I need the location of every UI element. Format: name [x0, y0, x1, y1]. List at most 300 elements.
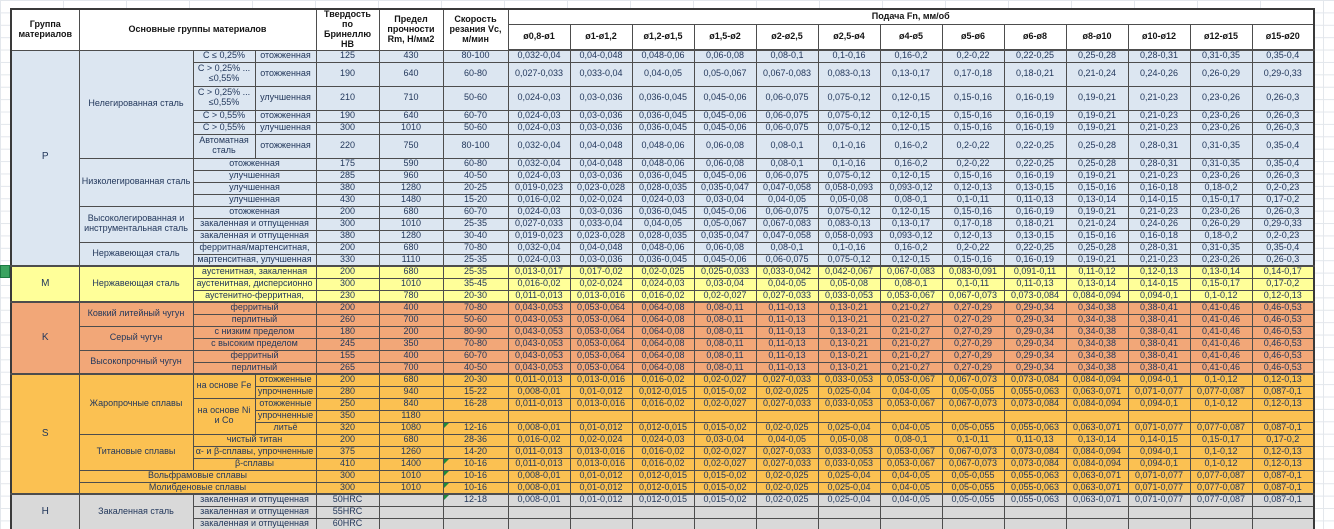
feed-value-cell[interactable]: 0,036-0,045	[632, 110, 694, 122]
feed-value-cell[interactable]: 0,075-0,12	[818, 170, 880, 182]
feed-value-cell[interactable]: 0,055-0,063	[1004, 482, 1066, 494]
feed-value-cell[interactable]	[1066, 518, 1128, 529]
feed-value-cell[interactable]: 0,016-0,02	[508, 194, 570, 206]
feed-value-cell[interactable]: 0,34-0,38	[1066, 362, 1128, 374]
feed-value-cell[interactable]: 0,027-0,033	[756, 374, 818, 386]
feed-value-cell[interactable]: 0,075-0,12	[818, 110, 880, 122]
feed-value-cell[interactable]: 0,015-0,02	[694, 482, 756, 494]
feed-value-cell[interactable]: 0,064-0,08	[632, 338, 694, 350]
feed-value-cell[interactable]: 0,08-0,11	[694, 338, 756, 350]
feed-value-cell[interactable]: 0,19-0,21	[1066, 206, 1128, 218]
feed-value-cell[interactable]: 0,055-0,063	[1004, 494, 1066, 506]
table-cell[interactable]: Молибденовые сплавы	[79, 482, 316, 494]
feed-value-cell[interactable]: 0,21-0,27	[880, 350, 942, 362]
feed-value-cell[interactable]: 0,067-0,083	[756, 218, 818, 230]
feed-value-cell[interactable]: 0,043-0,053	[508, 326, 570, 338]
feed-value-cell[interactable]: 0,063-0,071	[1066, 482, 1128, 494]
feed-value-cell[interactable]: 0,13-0,14	[1066, 194, 1128, 206]
feed-value-cell[interactable]: 0,067-0,073	[942, 446, 1004, 458]
feed-value-cell[interactable]: 0,02-0,027	[694, 290, 756, 302]
feed-value-cell[interactable]: 0,05-0,08	[818, 278, 880, 290]
feed-value-cell[interactable]: 0,05-0,055	[942, 386, 1004, 398]
feed-value-cell[interactable]: 0,02-0,024	[570, 434, 632, 446]
feed-value-cell[interactable]: 0,019-0,023	[508, 182, 570, 194]
header-feed-title[interactable]: Подача Fn, мм/об	[508, 9, 1314, 24]
feed-value-cell[interactable]: 0,053-0,067	[880, 374, 942, 386]
table-cell[interactable]: 55HRC	[316, 506, 379, 518]
feed-value-cell[interactable]: 0,15-0,16	[942, 122, 1004, 134]
feed-value-cell[interactable]	[756, 518, 818, 529]
feed-value-cell[interactable]: 0,13-0,21	[818, 350, 880, 362]
feed-value-cell[interactable]: 0,15-0,17	[1190, 194, 1252, 206]
feed-value-cell[interactable]: 0,084-0,094	[1066, 458, 1128, 470]
feed-value-cell[interactable]: 0,028-0,035	[632, 182, 694, 194]
table-cell[interactable]: 300	[316, 482, 379, 494]
table-cell[interactable]: 640	[379, 62, 443, 86]
header-cutting-speed[interactable]: Скорость резания Vc, м/мин	[443, 9, 508, 50]
feed-value-cell[interactable]: 0,08-0,11	[694, 362, 756, 374]
feed-value-cell[interactable]: 0,34-0,38	[1066, 314, 1128, 326]
table-cell[interactable]: 155	[316, 350, 379, 362]
feed-value-cell[interactable]: 0,064-0,08	[632, 362, 694, 374]
feed-value-cell[interactable]: 0,04-0,05	[880, 482, 942, 494]
feed-value-cell[interactable]: 0,02-0,024	[570, 278, 632, 290]
feed-value-cell[interactable]: 0,11-0,13	[756, 314, 818, 326]
feed-value-cell[interactable]: 0,019-0,023	[508, 230, 570, 242]
table-cell[interactable]	[379, 494, 443, 506]
feed-value-cell[interactable]: 0,02-0,025	[756, 494, 818, 506]
feed-value-cell[interactable]: 0,091-0,11	[1004, 266, 1066, 278]
feed-value-cell[interactable]: 0,013-0,016	[570, 374, 632, 386]
table-cell[interactable]: 300	[316, 470, 379, 482]
feed-value-cell[interactable]: 0,12-0,13	[1252, 458, 1314, 470]
feed-value-cell[interactable]: 0,21-0,23	[1128, 170, 1190, 182]
table-cell[interactable]: 25-35	[443, 254, 508, 266]
table-cell[interactable]: 200	[316, 374, 379, 386]
feed-value-cell[interactable]: 0,071-0,077	[1128, 386, 1190, 398]
feed-value-cell[interactable]: 0,1-0,12	[1190, 446, 1252, 458]
feed-value-cell[interactable]: 0,26-0,3	[1252, 206, 1314, 218]
feed-value-cell[interactable]: 0,13-0,21	[818, 302, 880, 314]
feed-value-cell[interactable]: 0,02-0,025	[756, 422, 818, 434]
feed-value-cell[interactable]: 0,1-0,16	[818, 134, 880, 158]
material-group-letter-cell[interactable]: K	[11, 302, 79, 374]
feed-value-cell[interactable]: 0,06-0,075	[756, 86, 818, 110]
table-cell[interactable]: 210	[316, 86, 379, 110]
feed-value-cell[interactable]: 0,03-0,04	[694, 194, 756, 206]
table-cell[interactable]: 80-100	[443, 50, 508, 62]
feed-value-cell[interactable]: 0,033-0,042	[756, 266, 818, 278]
feed-value-cell[interactable]: 0,41-0,46	[1190, 302, 1252, 314]
feed-value-cell[interactable]: 0,2-0,22	[942, 134, 1004, 158]
table-cell[interactable]: 380	[316, 230, 379, 242]
table-cell[interactable]: отожженная	[255, 50, 316, 62]
feed-value-cell[interactable]: 0,12-0,15	[880, 170, 942, 182]
table-cell[interactable]: аустенитная, дисперсионно	[193, 278, 316, 290]
feed-value-cell[interactable]: 0,11-0,13	[1004, 194, 1066, 206]
table-cell[interactable]: C > 0,25% ... ≤0,55%	[193, 86, 255, 110]
feed-value-cell[interactable]: 0,12-0,13	[1252, 446, 1314, 458]
feed-value-cell[interactable]: 0,036-0,045	[632, 122, 694, 134]
table-cell[interactable]: 960	[379, 170, 443, 182]
feed-value-cell[interactable]: 0,053-0,064	[570, 326, 632, 338]
feed-value-cell[interactable]	[1066, 410, 1128, 422]
feed-value-cell[interactable]: 0,036-0,045	[632, 206, 694, 218]
table-cell[interactable]: 330	[316, 254, 379, 266]
feed-value-cell[interactable]: 0,02-0,025	[756, 470, 818, 482]
feed-value-cell[interactable]: 0,15-0,16	[942, 170, 1004, 182]
feed-value-cell[interactable]: 0,15-0,16	[942, 206, 1004, 218]
feed-value-cell[interactable]: 0,027-0,033	[756, 458, 818, 470]
feed-value-cell[interactable]: 0,032-0,04	[508, 50, 570, 62]
feed-value-cell[interactable]: 0,03-0,036	[570, 170, 632, 182]
feed-value-cell[interactable]: 0,023-0,028	[570, 230, 632, 242]
feed-value-cell[interactable]: 0,083-0,13	[818, 218, 880, 230]
feed-value-cell[interactable]: 0,03-0,04	[694, 278, 756, 290]
feed-value-cell[interactable]: 0,1-0,11	[942, 278, 1004, 290]
table-cell[interactable]: Жаропрочные сплавы	[79, 374, 193, 434]
feed-value-cell[interactable]: 0,19-0,21	[1066, 254, 1128, 266]
feed-value-cell[interactable]: 0,012-0,015	[632, 470, 694, 482]
material-group-letter-cell[interactable]: M	[11, 266, 79, 302]
feed-value-cell[interactable]: 0,025-0,033	[694, 266, 756, 278]
table-cell[interactable]: 80-90	[443, 326, 508, 338]
feed-value-cell[interactable]: 0,27-0,29	[942, 350, 1004, 362]
feed-value-cell[interactable]: 0,08-0,1	[756, 134, 818, 158]
feed-value-cell[interactable]	[508, 410, 570, 422]
table-cell[interactable]: C ≤ 0,25%	[193, 50, 255, 62]
table-cell[interactable]: Ковкий литейный чугун	[79, 302, 193, 326]
table-cell[interactable]: 180	[316, 326, 379, 338]
feed-value-cell[interactable]	[942, 410, 1004, 422]
selected-cell-indicator[interactable]	[0, 265, 10, 278]
feed-value-cell[interactable]: 0,015-0,02	[694, 470, 756, 482]
table-cell[interactable]: Нержавеющая сталь	[79, 266, 193, 302]
feed-value-cell[interactable]: 0,1-0,12	[1190, 290, 1252, 302]
feed-value-cell[interactable]: 0,036-0,045	[632, 170, 694, 182]
table-cell[interactable]: отожженные	[255, 398, 316, 410]
feed-value-cell[interactable]: 0,071-0,077	[1128, 422, 1190, 434]
table-cell[interactable]: Высокопрочный чугун	[79, 350, 193, 374]
feed-value-cell[interactable]: 0,13-0,14	[1066, 434, 1128, 446]
feed-value-cell[interactable]: 0,06-0,08	[694, 242, 756, 254]
feed-value-cell[interactable]: 0,027-0,033	[756, 398, 818, 410]
table-cell[interactable]: 940	[379, 386, 443, 398]
feed-value-cell[interactable]: 0,11-0,13	[756, 326, 818, 338]
feed-value-cell[interactable]: 0,053-0,064	[570, 362, 632, 374]
table-cell[interactable]: отожженная	[193, 158, 316, 170]
feed-value-cell[interactable]: 0,011-0,013	[508, 398, 570, 410]
feed-value-cell[interactable]: 0,19-0,21	[1066, 170, 1128, 182]
table-cell[interactable]: 375	[316, 446, 379, 458]
feed-value-cell[interactable]: 0,21-0,24	[1066, 218, 1128, 230]
feed-value-cell[interactable]: 0,46-0,53	[1252, 350, 1314, 362]
feed-value-cell[interactable]	[942, 518, 1004, 529]
feed-value-cell[interactable]	[1190, 410, 1252, 422]
feed-value-cell[interactable]: 0,033-0,053	[818, 446, 880, 458]
table-cell[interactable]: C > 0,55%	[193, 110, 255, 122]
table-cell[interactable]: закаленная и отпущенная	[193, 506, 316, 518]
feed-value-cell[interactable]: 0,064-0,08	[632, 302, 694, 314]
feed-value-cell[interactable]: 0,08-0,11	[694, 326, 756, 338]
feed-value-cell[interactable]	[694, 506, 756, 518]
feed-value-cell[interactable]: 0,084-0,094	[1066, 446, 1128, 458]
feed-value-cell[interactable]: 0,045-0,06	[694, 254, 756, 266]
feed-value-cell[interactable]: 0,033-0,053	[818, 398, 880, 410]
feed-value-cell[interactable]: 0,23-0,26	[1190, 170, 1252, 182]
feed-value-cell[interactable]: 0,083-0,13	[818, 62, 880, 86]
table-cell[interactable]: 245	[316, 338, 379, 350]
feed-value-cell[interactable]: 0,067-0,083	[880, 266, 942, 278]
table-cell[interactable]: 28-36	[443, 434, 508, 446]
feed-diameter-header[interactable]: ø12-ø15	[1190, 24, 1252, 50]
table-cell[interactable]: 10-16	[443, 458, 508, 470]
feed-value-cell[interactable]: 0,023-0,028	[570, 182, 632, 194]
table-cell[interactable]: Высоколегированная и инструментальная сталь	[79, 206, 193, 242]
feed-value-cell[interactable]: 0,34-0,38	[1066, 326, 1128, 338]
feed-value-cell[interactable]	[694, 518, 756, 529]
feed-value-cell[interactable]: 0,46-0,53	[1252, 362, 1314, 374]
feed-value-cell[interactable]: 0,13-0,17	[880, 218, 942, 230]
table-cell[interactable]: 780	[379, 290, 443, 302]
feed-value-cell[interactable]: 0,2-0,22	[942, 50, 1004, 62]
table-cell[interactable]: 220	[316, 134, 379, 158]
table-cell[interactable]: мартенситная, улучшенная	[193, 254, 316, 266]
table-cell[interactable]: закаленная и отпущенная	[193, 230, 316, 242]
feed-value-cell[interactable]: 0,12-0,13	[942, 182, 1004, 194]
table-cell[interactable]: 680	[379, 374, 443, 386]
feed-value-cell[interactable]: 0,013-0,016	[570, 458, 632, 470]
feed-value-cell[interactable]: 0,29-0,34	[1004, 338, 1066, 350]
feed-value-cell[interactable]: 0,17-0,2	[1252, 278, 1314, 290]
feed-value-cell[interactable]: 0,12-0,13	[1252, 398, 1314, 410]
feed-value-cell[interactable]: 0,12-0,13	[1252, 374, 1314, 386]
feed-value-cell[interactable]: 0,41-0,46	[1190, 350, 1252, 362]
feed-value-cell[interactable]: 0,083-0,091	[942, 266, 1004, 278]
feed-value-cell[interactable]: 0,043-0,053	[508, 338, 570, 350]
feed-value-cell[interactable]	[880, 506, 942, 518]
feed-value-cell[interactable]: 0,075-0,12	[818, 122, 880, 134]
header-strength[interactable]: Предел прочности Rm, Н/мм2	[379, 9, 443, 50]
table-cell[interactable]: 200	[379, 326, 443, 338]
feed-value-cell[interactable]: 0,34-0,38	[1066, 338, 1128, 350]
table-cell[interactable]: 40-50	[443, 362, 508, 374]
feed-value-cell[interactable]: 0,38-0,41	[1128, 314, 1190, 326]
table-cell[interactable]: 1400	[379, 458, 443, 470]
feed-value-cell[interactable]: 0,21-0,23	[1128, 206, 1190, 218]
feed-value-cell[interactable]: 0,03-0,036	[570, 110, 632, 122]
feed-value-cell[interactable]: 0,28-0,31	[1128, 158, 1190, 170]
table-cell[interactable]: ферритный	[193, 302, 316, 314]
table-cell[interactable]: 1010	[379, 218, 443, 230]
feed-value-cell[interactable]: 0,016-0,02	[632, 290, 694, 302]
feed-value-cell[interactable]: 0,025-0,04	[818, 494, 880, 506]
feed-value-cell[interactable]: 0,055-0,063	[1004, 470, 1066, 482]
feed-value-cell[interactable]: 0,033-0,053	[818, 458, 880, 470]
feed-value-cell[interactable]: 0,22-0,25	[1004, 134, 1066, 158]
table-cell[interactable]: 250	[316, 398, 379, 410]
feed-value-cell[interactable]: 0,26-0,3	[1252, 122, 1314, 134]
feed-value-cell[interactable]: 0,15-0,17	[1190, 434, 1252, 446]
table-cell[interactable]: 60-80	[443, 62, 508, 86]
feed-value-cell[interactable]: 0,25-0,28	[1066, 50, 1128, 62]
feed-value-cell[interactable]: 0,027-0,033	[508, 218, 570, 230]
feed-value-cell[interactable]: 0,14-0,17	[1252, 266, 1314, 278]
feed-value-cell[interactable]: 0,41-0,46	[1190, 314, 1252, 326]
feed-value-cell[interactable]: 0,05-0,067	[694, 62, 756, 86]
feed-value-cell[interactable]: 0,01-0,012	[570, 494, 632, 506]
feed-value-cell[interactable]: 0,012-0,015	[632, 482, 694, 494]
table-cell[interactable]: 285	[316, 170, 379, 182]
feed-value-cell[interactable]: 0,41-0,46	[1190, 326, 1252, 338]
table-cell[interactable]: 1280	[379, 230, 443, 242]
feed-value-cell[interactable]: 0,29-0,33	[1252, 62, 1314, 86]
feed-value-cell[interactable]: 0,16-0,2	[880, 242, 942, 254]
feed-value-cell[interactable]: 0,094-0,1	[1128, 458, 1190, 470]
table-cell[interactable]: 60HRC	[316, 518, 379, 529]
feed-value-cell[interactable]: 0,11-0,13	[756, 350, 818, 362]
table-cell[interactable]: C > 0,25% ... ≤0,55%	[193, 62, 255, 86]
feed-value-cell[interactable]: 0,13-0,17	[880, 62, 942, 86]
feed-value-cell[interactable]: 0,12-0,15	[880, 206, 942, 218]
table-cell[interactable]: перлитный	[193, 362, 316, 374]
feed-value-cell[interactable]: 0,063-0,071	[1066, 470, 1128, 482]
feed-value-cell[interactable]: 0,075-0,12	[818, 206, 880, 218]
feed-value-cell[interactable]: 0,14-0,15	[1128, 194, 1190, 206]
table-cell[interactable]: 430	[316, 194, 379, 206]
feed-diameter-header[interactable]: ø15-ø20	[1252, 24, 1314, 50]
table-cell[interactable]: аустенитно-ферритная,	[193, 290, 316, 302]
table-cell[interactable]: отожженная	[255, 62, 316, 86]
table-cell[interactable]: C > 0,55%	[193, 122, 255, 134]
feed-value-cell[interactable]: 0,087-0,1	[1252, 422, 1314, 434]
feed-value-cell[interactable]: 0,1-0,11	[942, 434, 1004, 446]
table-cell[interactable]: 40-50	[443, 170, 508, 182]
feed-value-cell[interactable]: 0,016-0,02	[632, 374, 694, 386]
feed-value-cell[interactable]: 0,13-0,21	[818, 326, 880, 338]
feed-value-cell[interactable]: 0,067-0,073	[942, 458, 1004, 470]
feed-value-cell[interactable]: 0,013-0,016	[570, 290, 632, 302]
table-cell[interactable]: упрочненные	[255, 386, 316, 398]
feed-value-cell[interactable]: 0,38-0,41	[1128, 326, 1190, 338]
feed-value-cell[interactable]: 0,13-0,15	[1004, 182, 1066, 194]
table-cell[interactable]: 1260	[379, 446, 443, 458]
material-group-letter-cell[interactable]: H	[11, 494, 79, 529]
table-cell[interactable]: 700	[379, 314, 443, 326]
feed-value-cell[interactable]	[880, 518, 942, 529]
feed-value-cell[interactable]	[880, 410, 942, 422]
table-cell[interactable]	[443, 506, 508, 518]
feed-value-cell[interactable]: 0,03-0,036	[570, 86, 632, 110]
feed-value-cell[interactable]: 0,071-0,077	[1128, 470, 1190, 482]
table-cell[interactable]: отожженная	[255, 134, 316, 158]
feed-value-cell[interactable]: 0,036-0,045	[632, 86, 694, 110]
feed-value-cell[interactable]: 0,035-0,047	[694, 182, 756, 194]
feed-value-cell[interactable]: 0,02-0,027	[694, 446, 756, 458]
table-cell[interactable]: 320	[316, 422, 379, 434]
feed-value-cell[interactable]: 0,25-0,28	[1066, 242, 1128, 254]
table-cell[interactable]: 70-80	[443, 302, 508, 314]
table-cell[interactable]: 190	[316, 110, 379, 122]
feed-value-cell[interactable]	[818, 518, 880, 529]
feed-value-cell[interactable]: 0,19-0,21	[1066, 86, 1128, 110]
feed-value-cell[interactable]: 0,043-0,053	[508, 362, 570, 374]
feed-value-cell[interactable]: 0,028-0,035	[632, 230, 694, 242]
feed-value-cell[interactable]: 0,008-0,01	[508, 386, 570, 398]
feed-value-cell[interactable]: 0,15-0,16	[942, 86, 1004, 110]
feed-value-cell[interactable]	[1252, 518, 1314, 529]
feed-value-cell[interactable]: 0,46-0,53	[1252, 302, 1314, 314]
feed-diameter-header[interactable]: ø10-ø12	[1128, 24, 1190, 50]
feed-value-cell[interactable]: 0,21-0,23	[1128, 254, 1190, 266]
feed-value-cell[interactable]: 0,008-0,01	[508, 422, 570, 434]
table-cell[interactable]: 1010	[379, 470, 443, 482]
feed-value-cell[interactable]: 0,016-0,02	[632, 446, 694, 458]
feed-value-cell[interactable]: 0,15-0,16	[942, 254, 1004, 266]
table-cell[interactable]: 50-60	[443, 314, 508, 326]
feed-diameter-header[interactable]: ø6-ø8	[1004, 24, 1066, 50]
feed-value-cell[interactable]: 0,016-0,02	[632, 398, 694, 410]
table-cell[interactable]: 260	[316, 314, 379, 326]
feed-value-cell[interactable]: 0,31-0,35	[1190, 242, 1252, 254]
table-cell[interactable]	[379, 518, 443, 529]
feed-value-cell[interactable]: 0,2-0,23	[1252, 230, 1314, 242]
feed-value-cell[interactable]: 0,23-0,26	[1190, 122, 1252, 134]
feed-value-cell[interactable]: 0,027-0,033	[508, 62, 570, 86]
feed-value-cell[interactable]: 0,27-0,29	[942, 338, 1004, 350]
table-cell[interactable]: Титановые сплавы	[79, 434, 193, 470]
feed-value-cell[interactable]: 0,053-0,064	[570, 338, 632, 350]
feed-value-cell[interactable]	[1128, 506, 1190, 518]
feed-value-cell[interactable]: 0,077-0,087	[1190, 494, 1252, 506]
feed-value-cell[interactable]: 0,21-0,23	[1128, 110, 1190, 122]
feed-value-cell[interactable]: 0,16-0,2	[880, 134, 942, 158]
feed-value-cell[interactable]: 0,41-0,46	[1190, 338, 1252, 350]
feed-value-cell[interactable]: 0,02-0,025	[756, 482, 818, 494]
feed-value-cell[interactable]: 0,077-0,087	[1190, 470, 1252, 482]
feed-value-cell[interactable]: 0,16-0,2	[880, 50, 942, 62]
table-cell[interactable]: 300	[316, 218, 379, 230]
feed-value-cell[interactable]: 0,027-0,033	[756, 290, 818, 302]
feed-value-cell[interactable]: 0,24-0,26	[1128, 62, 1190, 86]
feed-value-cell[interactable]: 0,06-0,075	[756, 206, 818, 218]
feed-value-cell[interactable]: 0,31-0,35	[1190, 158, 1252, 170]
feed-value-cell[interactable]: 0,048-0,06	[632, 50, 694, 62]
feed-value-cell[interactable]: 0,04-0,048	[570, 242, 632, 254]
feed-value-cell[interactable]	[1128, 410, 1190, 422]
feed-value-cell[interactable]: 0,05-0,055	[942, 470, 1004, 482]
feed-value-cell[interactable]	[570, 518, 632, 529]
feed-value-cell[interactable]: 0,26-0,3	[1252, 110, 1314, 122]
feed-value-cell[interactable]: 0,02-0,024	[570, 194, 632, 206]
feed-value-cell[interactable]: 0,04-0,048	[570, 50, 632, 62]
feed-value-cell[interactable]: 0,12-0,15	[880, 122, 942, 134]
feed-value-cell[interactable]: 0,38-0,41	[1128, 362, 1190, 374]
feed-value-cell[interactable]: 0,016-0,02	[508, 278, 570, 290]
feed-value-cell[interactable]: 0,024-0,03	[508, 110, 570, 122]
feed-value-cell[interactable]: 0,06-0,08	[694, 134, 756, 158]
feed-value-cell[interactable]: 0,042-0,067	[818, 266, 880, 278]
table-cell[interactable]: чистый титан	[193, 434, 316, 446]
feed-value-cell[interactable]: 0,16-0,19	[1004, 122, 1066, 134]
table-cell[interactable]: Серый чугун	[79, 326, 193, 350]
feed-value-cell[interactable]: 0,025-0,04	[818, 422, 880, 434]
table-cell[interactable]: 710	[379, 86, 443, 110]
feed-value-cell[interactable]: 0,045-0,06	[694, 86, 756, 110]
table-cell[interactable]: улучшенная	[193, 182, 316, 194]
feed-diameter-header[interactable]: ø1-ø1,2	[570, 24, 632, 50]
feed-value-cell[interactable]: 0,15-0,17	[1190, 278, 1252, 290]
